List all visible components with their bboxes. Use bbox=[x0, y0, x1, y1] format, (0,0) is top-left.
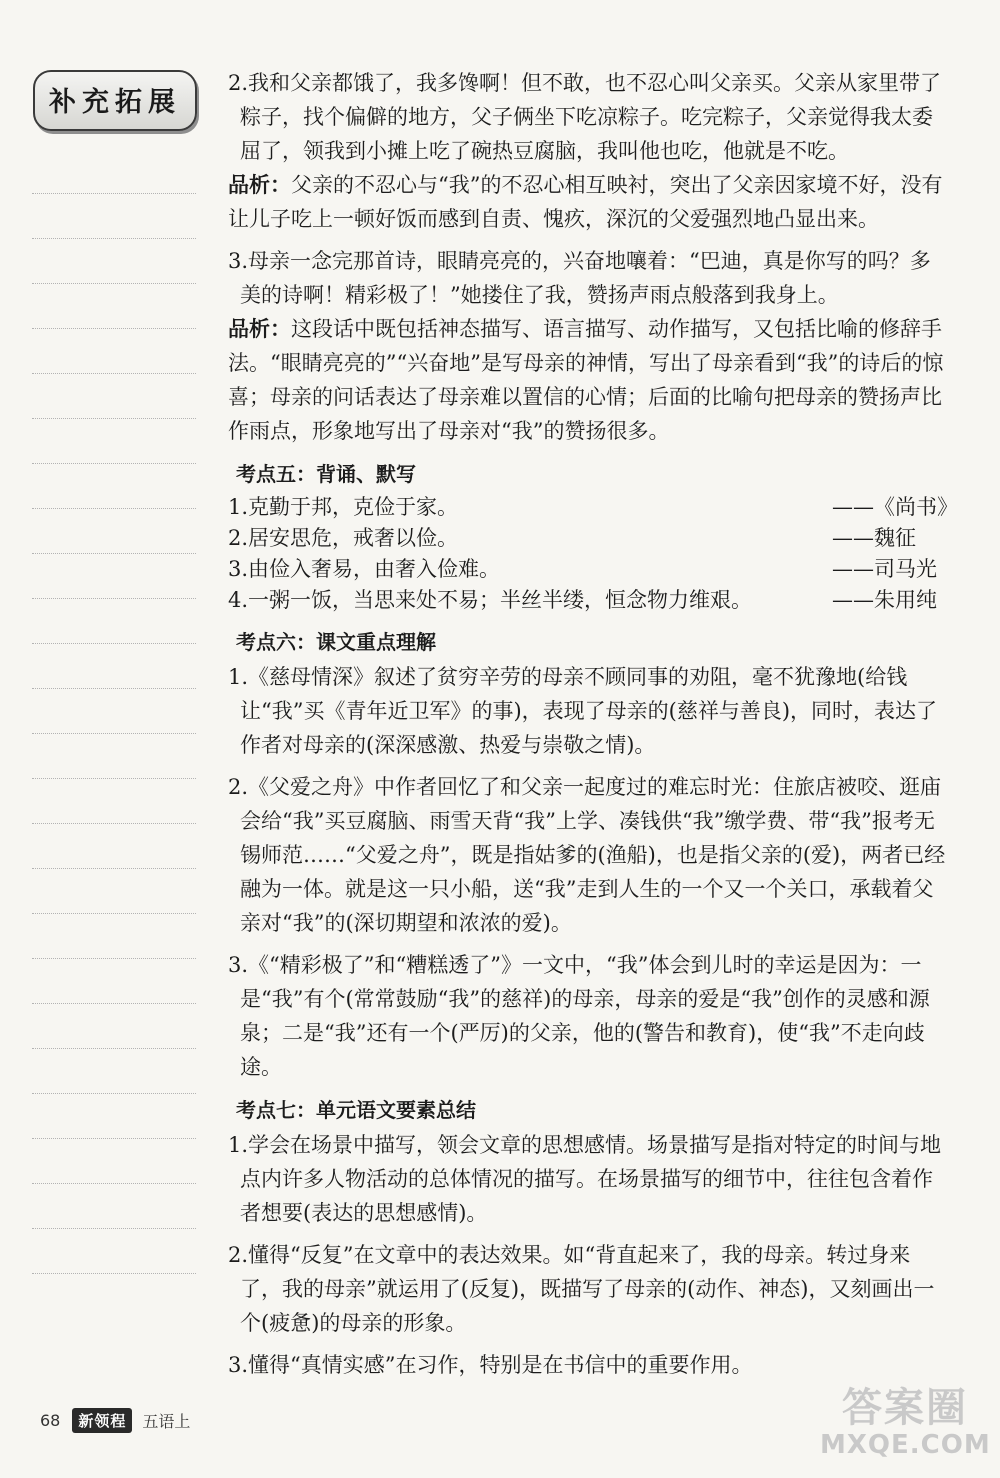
note-line bbox=[32, 688, 196, 690]
note-line bbox=[32, 463, 196, 465]
excerpt-item bbox=[228, 66, 950, 236]
watermark-logo: 答案圈 bbox=[842, 1385, 968, 1431]
key-point: 3.《“精彩极了”和“糟糕透了”》一文中，“我”体会到儿时的幸运是因为：一是“我”有个(常常鼓励“我”的慈祥)的母亲，母亲的爱是“我”创作的灵感和源泉；二是“我”还有一个(严厉)的父亲，他的(警告和教育)，使“我”不走向歧途。 bbox=[228, 953, 930, 1079]
section-heading: 考点七：单元语文要素总结 bbox=[236, 1098, 476, 1122]
section-heading: 考点六：课文重点理解 bbox=[236, 630, 436, 654]
quote-text: 1.克勤于邦，克俭于家。 bbox=[228, 495, 459, 519]
key-point: 3.懂得“真情实感”在习作，特别是在书信中的重要作用。 bbox=[228, 1353, 753, 1377]
recitation-line bbox=[228, 585, 950, 616]
note-line bbox=[32, 598, 196, 600]
analysis-label: 品析： bbox=[228, 173, 291, 197]
note-line bbox=[32, 553, 196, 555]
quote-text: 4.一粥一饭，当思来处不易；半丝半缕，恒念物力维艰。 bbox=[228, 588, 753, 612]
note-line bbox=[32, 418, 196, 420]
recitation-line bbox=[228, 492, 958, 523]
note-line bbox=[32, 1048, 196, 1050]
quote-source: ——司马光 bbox=[832, 557, 937, 581]
note-line bbox=[32, 328, 196, 330]
quote-source: ——朱用纯 bbox=[832, 588, 937, 612]
recitation-line bbox=[228, 554, 950, 585]
sidebar bbox=[28, 70, 208, 1318]
grade-label: 五语上 bbox=[142, 1412, 191, 1431]
quote-source: ——《尚书》 bbox=[832, 495, 958, 519]
excerpt-item bbox=[228, 244, 950, 448]
note-line bbox=[32, 958, 196, 960]
quote-text: 3.由俭入奢易，由奢入俭难。 bbox=[228, 557, 501, 581]
note-line bbox=[32, 823, 196, 825]
watermark-url: MXQE.COM bbox=[820, 1430, 991, 1460]
note-line bbox=[32, 733, 196, 735]
analysis-text: 父亲的不忍心与“我”的不忍心相互映衬，突出了父亲因家境不好，没有让儿子吃上一顿好饭而感到自责、愧疚，深沉的父爱强烈地凸显出来。 bbox=[228, 173, 943, 231]
note-line bbox=[32, 1138, 196, 1140]
quote-text: 2.居安思危，戒奢以俭。 bbox=[228, 526, 459, 550]
key-point: 1.学会在场景中描写，领会文章的思想感情。场景描写是指对特定的时间与地点内许多人物活动的总体情况的描写。在场景描写的细节中，往往包含着作者想要(表达的思想感情)。 bbox=[228, 1133, 942, 1225]
watermark bbox=[820, 1386, 990, 1460]
note-line bbox=[32, 778, 196, 780]
analysis-text: 这段话中既包括神态描写、语言描写、动作描写，又包括比喻的修辞手法。“眼睛亮亮的”“兴奋地”是写母亲的神情，写出了母亲看到“我”的诗后的惊喜；母亲的问话表达了母亲难以置信的心情；后面的比喻句把母亲的赞扬声比作雨点，形象地写出了母亲对“我”的赞扬很多。 bbox=[228, 317, 944, 443]
note-line bbox=[32, 283, 196, 285]
key-point: 2.《父爱之舟》中作者回忆了和父亲一起度过的难忘时光：住旅店被咬、逛庙会给“我”买豆腐脑、雨雪天背“我”上学、凑钱供“我”缴学费、带“我”报考无锡师范……“父爱之舟”，既是指姑爹的(渔船)，也是指父亲的(爱)，两者已经融为一体。就是这一只小船，送“我”走到人生的一个又一个关口，承载着父亲对“我”的(深切期望和浓浓的爱)。 bbox=[228, 775, 946, 935]
main-content bbox=[228, 66, 958, 1390]
note-line bbox=[32, 1273, 196, 1275]
note-line bbox=[32, 1183, 196, 1185]
note-line bbox=[32, 193, 196, 195]
recitation-line bbox=[228, 523, 950, 554]
page-number: 68 bbox=[40, 1411, 61, 1430]
recitation-list bbox=[228, 492, 958, 616]
note-lines bbox=[28, 193, 208, 1275]
analysis-label: 品析： bbox=[228, 317, 291, 341]
excerpt-text: 2.我和父亲都饿了，我多馋啊！但不敢，也不忍心叫父亲买。父亲从家里带了粽子，找个偏僻的地方，父子俩坐下吃凉粽子。吃完粽子，父亲觉得我太委屈了，领我到小摊上吃了碗热豆腐脑，我叫他也吃，他就是不吃。 bbox=[228, 71, 942, 163]
section-badge bbox=[33, 70, 197, 131]
excerpt-text: 3.母亲一念完那首诗，眼睛亮亮的，兴奋地嚷着：“巴迪，真是你写的吗？多美的诗啊！精彩极了！”她搂住了我，赞扬声雨点般落到我身上。 bbox=[228, 249, 931, 307]
note-line bbox=[32, 508, 196, 510]
badge-label: 补充拓展 bbox=[49, 87, 181, 118]
key-point: 1.《慈母情深》叙述了贫穷辛劳的母亲不顾同事的劝阻，毫不犹豫地(给钱让“我”买《青年近卫军》的事)，表现了母亲的(慈祥与善良)，同时，表达了作者对母亲的(深深感激、热爱与崇敬之情)。 bbox=[228, 665, 938, 757]
note-line bbox=[32, 238, 196, 240]
note-line bbox=[32, 643, 196, 645]
note-line bbox=[32, 1093, 196, 1095]
note-line bbox=[32, 868, 196, 870]
note-line bbox=[32, 373, 196, 375]
key-point: 2.懂得“反复”在文章中的表达效果。如“背直起来了，我的母亲。转过身来了，我的母亲”就运用了(反复)，既描写了母亲的(动作、神态)，又刻画出一个(疲惫)的母亲的形象。 bbox=[228, 1243, 935, 1335]
quote-source: ——魏征 bbox=[832, 526, 916, 550]
brand-logo: 新领程 bbox=[72, 1408, 132, 1433]
page-footer bbox=[40, 1408, 190, 1433]
section-heading: 考点五：背诵、默写 bbox=[236, 462, 416, 486]
note-line bbox=[32, 1003, 196, 1005]
note-line bbox=[32, 1228, 196, 1230]
note-line bbox=[32, 913, 196, 915]
